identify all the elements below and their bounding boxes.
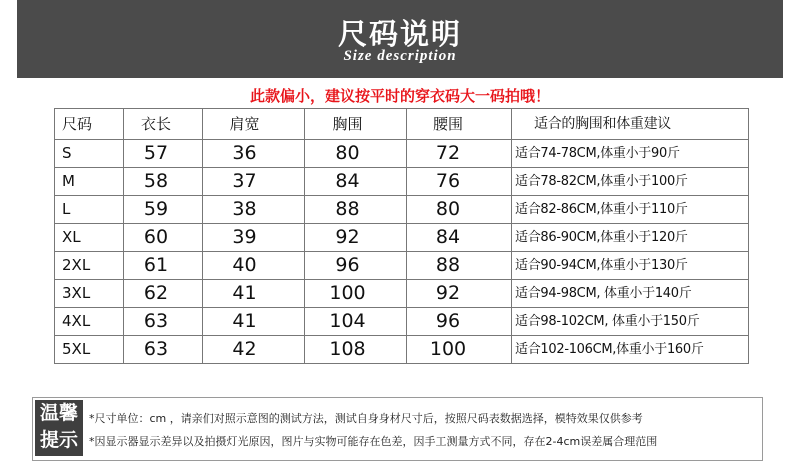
page-subtitle: Size description bbox=[343, 48, 457, 64]
table-cell-size: 2XL bbox=[55, 252, 124, 280]
table-cell-waist: 92 bbox=[407, 280, 512, 308]
table-cell-shoulder: 40 bbox=[203, 252, 305, 280]
table-row bbox=[55, 224, 749, 252]
table-cell-shoulder: 41 bbox=[203, 308, 305, 336]
column-header-bust: 胸围 bbox=[305, 109, 407, 140]
table-cell-size: S bbox=[55, 140, 124, 168]
table-cell-bust: 96 bbox=[305, 252, 407, 280]
table-row bbox=[55, 308, 749, 336]
table-cell-shoulder: 36 bbox=[203, 140, 305, 168]
table-cell-length: 58 bbox=[124, 168, 203, 196]
sizing-notice: 此款偏小，建议按平时的穿衣码大一码拍哦！ bbox=[249, 87, 550, 105]
page-title: 尺码说明 bbox=[337, 17, 462, 51]
column-header-length: 衣长 bbox=[124, 109, 203, 140]
table-cell-shoulder: 37 bbox=[203, 168, 305, 196]
column-header-recommendation: 适合的胸围和体重建议 bbox=[512, 109, 749, 140]
tips-badge-line1: 温馨 bbox=[39, 402, 78, 424]
table-cell-length: 63 bbox=[124, 308, 203, 336]
tips-box bbox=[32, 397, 763, 461]
table-row bbox=[55, 280, 749, 308]
table-cell-waist: 100 bbox=[407, 336, 512, 364]
table-cell-recommendation: 适合102-106CM,体重小于160斤 bbox=[512, 336, 749, 364]
table-cell-length: 59 bbox=[124, 196, 203, 224]
table-row bbox=[55, 168, 749, 196]
table-cell-recommendation: 适合74-78CM,体重小于90斤 bbox=[512, 140, 749, 168]
table-cell-length: 57 bbox=[124, 140, 203, 168]
column-header-shoulder: 肩宽 bbox=[203, 109, 305, 140]
tip-line-unit: *尺寸单位：cm ，请亲们对照示意图的测试方法，测试自身身材尺寸后，按照尺码表数据选择，模特效果仅供参考 bbox=[89, 412, 643, 425]
table-cell-bust: 80 bbox=[305, 140, 407, 168]
table-cell-length: 61 bbox=[124, 252, 203, 280]
table-cell-shoulder: 38 bbox=[203, 196, 305, 224]
table-cell-length: 63 bbox=[124, 336, 203, 364]
table-cell-size: 4XL bbox=[55, 308, 124, 336]
column-header-size: 尺码 bbox=[55, 109, 124, 140]
table-cell-waist: 84 bbox=[407, 224, 512, 252]
size-description-header bbox=[17, 0, 783, 78]
table-cell-recommendation: 适合98-102CM, 体重小于150斤 bbox=[512, 308, 749, 336]
table-cell-length: 62 bbox=[124, 280, 203, 308]
table-cell-size: XL bbox=[55, 224, 124, 252]
table-cell-waist: 96 bbox=[407, 308, 512, 336]
table-cell-bust: 88 bbox=[305, 196, 407, 224]
table-cell-shoulder: 39 bbox=[203, 224, 305, 252]
table-cell-size: M bbox=[55, 168, 124, 196]
table-cell-waist: 88 bbox=[407, 252, 512, 280]
table-row bbox=[55, 252, 749, 280]
table-cell-waist: 80 bbox=[407, 196, 512, 224]
column-header-waist: 腰围 bbox=[407, 109, 512, 140]
table-row bbox=[55, 140, 749, 168]
table-cell-length: 60 bbox=[124, 224, 203, 252]
table-row bbox=[55, 196, 749, 224]
tips-badge-line2: 提示 bbox=[39, 429, 78, 451]
tips-badge bbox=[35, 400, 83, 456]
table-cell-shoulder: 41 bbox=[203, 280, 305, 308]
table-cell-bust: 84 bbox=[305, 168, 407, 196]
table-cell-size: 5XL bbox=[55, 336, 124, 364]
table-cell-size: L bbox=[55, 196, 124, 224]
table-cell-recommendation: 适合82-86CM,体重小于110斤 bbox=[512, 196, 749, 224]
table-cell-waist: 76 bbox=[407, 168, 512, 196]
table-cell-recommendation: 适合90-94CM,体重小于130斤 bbox=[512, 252, 749, 280]
table-cell-recommendation: 适合78-82CM,体重小于100斤 bbox=[512, 168, 749, 196]
table-cell-size: 3XL bbox=[55, 280, 124, 308]
table-cell-recommendation: 适合94-98CM, 体重小于140斤 bbox=[512, 280, 749, 308]
table-cell-bust: 104 bbox=[305, 308, 407, 336]
table-cell-bust: 100 bbox=[305, 280, 407, 308]
size-chart-table bbox=[54, 108, 749, 364]
table-row bbox=[55, 336, 749, 364]
table-cell-recommendation: 适合86-90CM,体重小于120斤 bbox=[512, 224, 749, 252]
tip-line-color-difference: *因显示器显示差异以及拍摄灯光原因，图片与实物可能存在色差，因手工测量方式不同，存在2-4cm误差属合理范围 bbox=[89, 435, 658, 448]
table-cell-bust: 108 bbox=[305, 336, 407, 364]
table-cell-bust: 92 bbox=[305, 224, 407, 252]
table-cell-waist: 72 bbox=[407, 140, 512, 168]
table-header-row bbox=[55, 109, 749, 140]
table-cell-shoulder: 42 bbox=[203, 336, 305, 364]
